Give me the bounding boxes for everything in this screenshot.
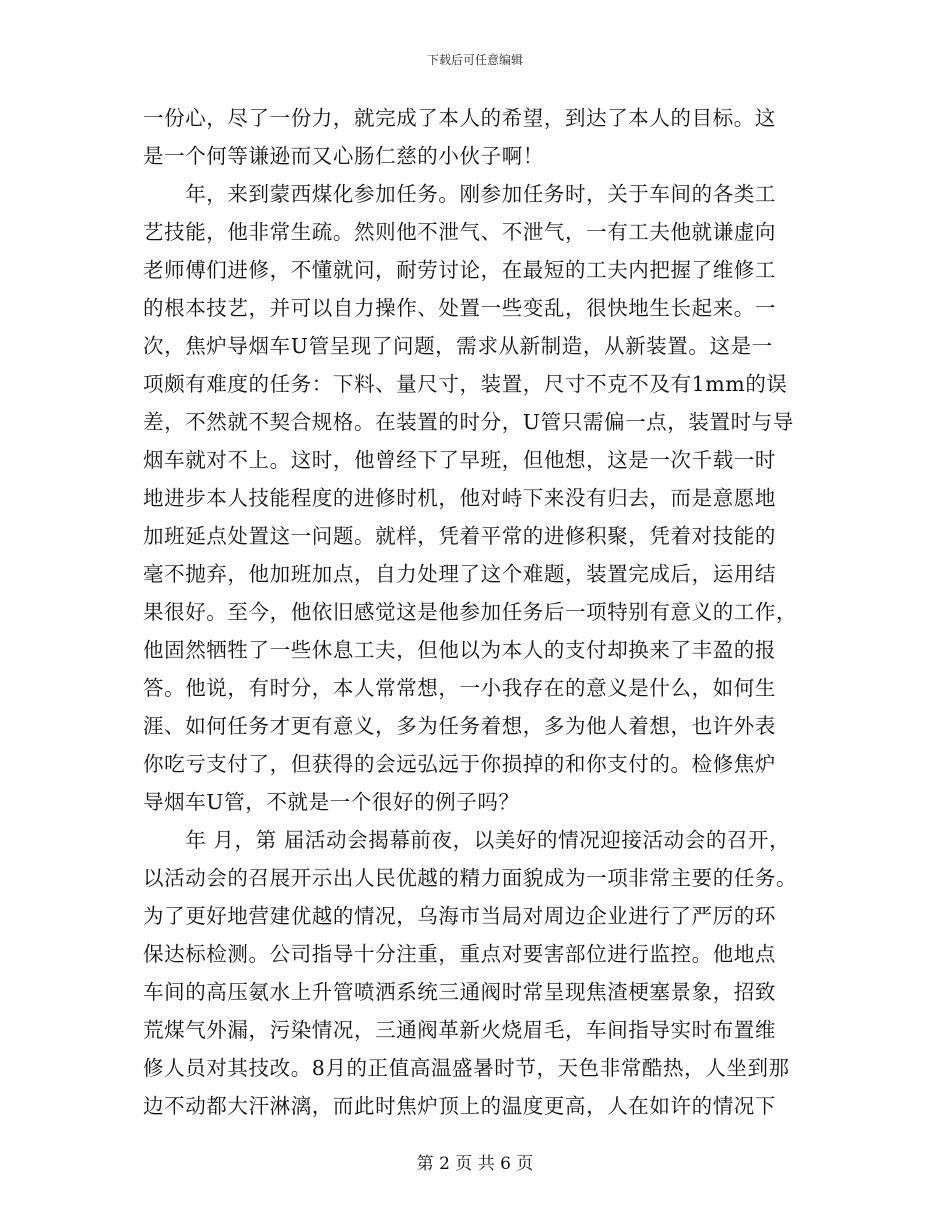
text-line: 地进步本人技能程度的进修时机，他对峙下来没有归去，而是意愿地 <box>143 486 776 510</box>
text-line: 年，来到蒙西煤化参加任务。刚参加任务时，关于车间的各类工 <box>143 182 776 206</box>
text-line: 导烟车U管，不就是一个很好的例子吗？ <box>143 790 520 814</box>
page-header-note: 下载后可任意编辑 <box>426 53 523 67</box>
text-line: 老师傅们进修，不懂就问，耐劳讨论，在最短的工夫内把握了维修工 <box>143 258 776 282</box>
text-line: 加班延点处置这一问题。就样，凭着平常的进修积聚，凭着对技能的 <box>143 524 776 548</box>
text-line: 的根本技艺，并可以自力操作、处置一些变乱，很快地生长起来。一 <box>143 296 776 320</box>
text-line: 项颇有难度的任务：下料、量尺寸，装置，尺寸不克不及有1mm的误 <box>143 372 788 396</box>
text-line: 他固然牺牲了一些休息工夫，但他以为本人的支付却换来了丰盈的报 <box>143 638 776 662</box>
document-body <box>143 99 811 1125</box>
text-line: 答。他说，有时分，本人常常想，一小我存在的意义是什么，如何生 <box>143 676 776 700</box>
text-line: 修人员对其技改。8月的正值高温盛暑时节，天色非常酷热，人坐到那 <box>143 1056 790 1080</box>
text-line: 为了更好地营建优越的情况，乌海市当局对周边企业进行了严厉的环 <box>143 904 776 928</box>
text-line: 次，焦炉导烟车U管呈现了问题，需求从新制造，从新装置。这是一 <box>143 334 773 358</box>
text-line: 荒煤气外漏，污染情况，三通阀革新火烧眉毛，车间指导实时布置维 <box>143 1018 776 1042</box>
text-line: 你吃亏支付了，但获得的会远弘远于你损掉的和你支付的。检修焦炉 <box>143 752 776 776</box>
text-line: 艺技能，他非常生疏。然则他不泄气、不泄气，一有工夫他就谦虚向 <box>143 220 776 244</box>
text-line: 差，不然就不契合规格。在装置的时分，U管只需偏一点，装置时与导 <box>143 410 794 434</box>
text-line: 果很好。至今，他依旧感觉这是他参加任务后一项特别有意义的工作， <box>143 600 798 624</box>
text-line: 车间的高压氨水上升管喷洒系统三通阀时常呈现焦渣梗塞景象，招致 <box>143 980 776 1004</box>
text-line: 烟车就对不上。这时，他曾经下了早班，但他想，这是一次千载一时 <box>143 448 776 472</box>
text-line: 是一个何等谦逊而又心肠仁慈的小伙子啊！ <box>143 144 544 168</box>
page-number: 第 2 页 共 6 页 <box>416 1154 534 1174</box>
text-line: 一份心，尽了一份力，就完成了本人的希望，到达了本人的目标。这 <box>143 106 776 130</box>
text-line: 以活动会的召展开示出人民优越的精力面貌成为一项非常主要的任务。 <box>143 866 798 890</box>
text-line: 年 月，第 届活动会揭幕前夜，以美好的情况迎接活动会的召开， <box>143 828 791 852</box>
text-line: 涯、如何任务才更有意义，多为任务着想，多为他人着想，也许外表 <box>143 714 776 738</box>
text-line: 保达标检测。公司指导十分注重，重点对要害部位进行监控。他地点 <box>143 942 776 966</box>
text-line: 边不动都大汗淋漓，而此时焦炉顶上的温度更高，人在如许的情况下 <box>143 1094 776 1118</box>
text-line: 毫不抛弃，他加班加点，自力处理了这个难题，装置完成后，运用结 <box>143 562 776 586</box>
